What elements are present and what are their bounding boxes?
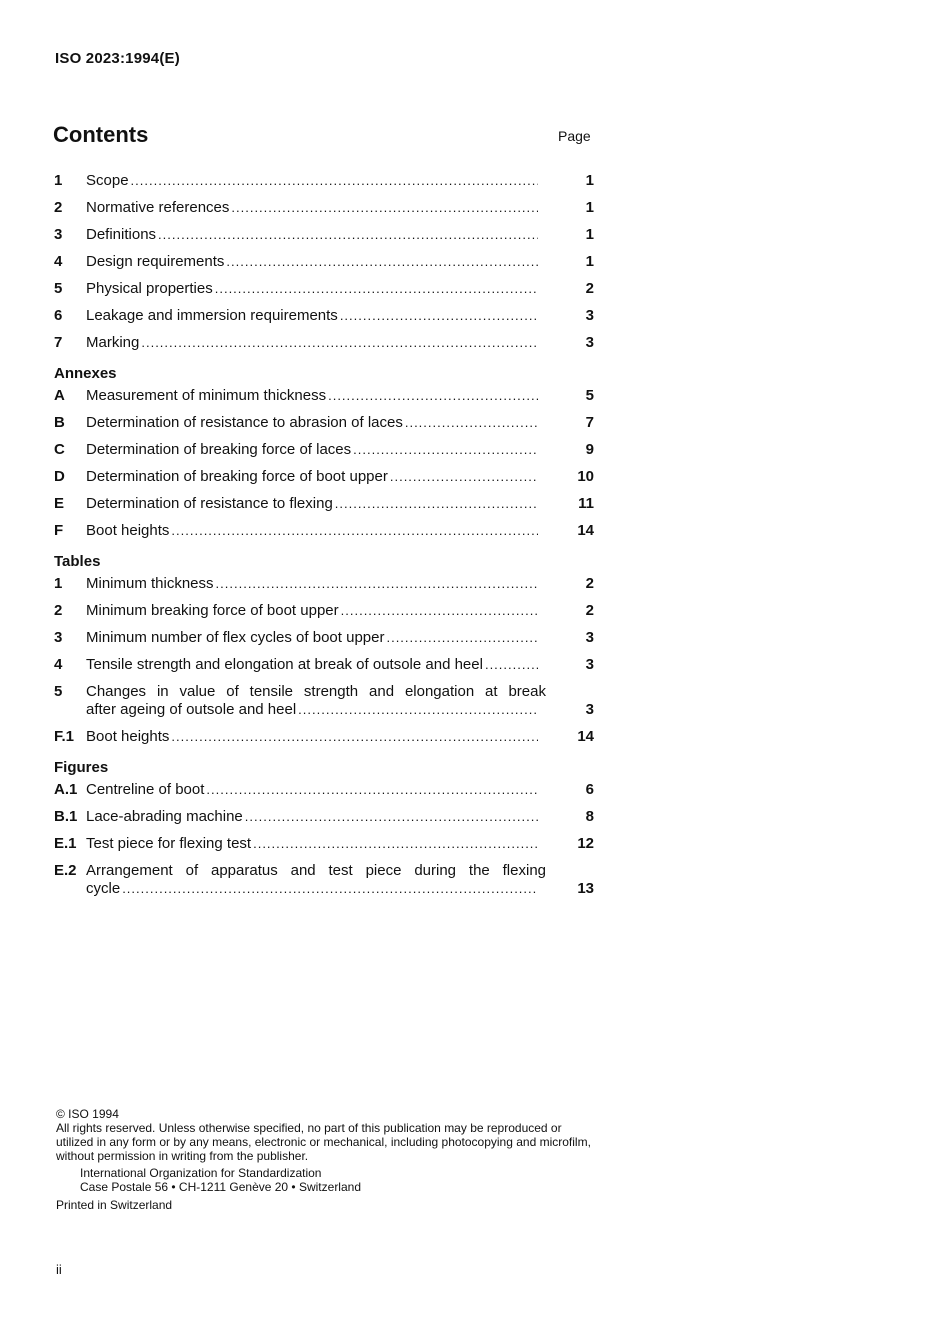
entry-number: C <box>54 441 65 458</box>
entry-page-number: 1 <box>585 172 594 189</box>
entry-number: 5 <box>54 683 63 700</box>
entry-title: Leakage and immersion requirements <box>86 307 338 324</box>
entry-number: B <box>54 414 65 431</box>
entry-title: Minimum thickness <box>86 575 214 592</box>
entry-title: Boot heights <box>86 728 170 745</box>
copyright-notice <box>56 1107 601 1212</box>
entry-title: Scope <box>86 172 129 189</box>
toc-entry-multiline[interactable] <box>54 683 594 719</box>
entry-page-number: 3 <box>585 701 594 718</box>
entry-page-number: 11 <box>578 495 594 512</box>
entry-page-number: 9 <box>585 441 594 458</box>
dot-leader <box>215 280 538 298</box>
entry-number: 1 <box>54 575 63 592</box>
entry-title: Marking <box>86 334 140 351</box>
entry-title: Measurement of minimum thickness <box>86 387 327 404</box>
organization-address: Case Postale 56 • CH-1211 Genève 20 • Switzerland <box>80 1180 361 1194</box>
dot-leader <box>485 656 538 674</box>
dot-leader <box>231 199 538 217</box>
entry-page-number: 2 <box>585 280 594 297</box>
dot-leader <box>245 808 538 826</box>
dot-leader <box>131 172 538 190</box>
entry-page-number: 12 <box>577 835 594 852</box>
entry-number: F <box>54 522 64 539</box>
toc-entry[interactable] <box>54 307 594 325</box>
entry-title: Centreline of boot <box>86 781 205 798</box>
dot-leader <box>216 575 538 593</box>
entry-page-number: 1 <box>585 226 594 243</box>
entry-page-number: 5 <box>585 387 594 404</box>
entry-number: 4 <box>54 656 63 673</box>
toc-entry[interactable] <box>54 575 594 593</box>
entry-title: Physical properties <box>86 280 213 297</box>
entry-page-number: 14 <box>577 728 594 745</box>
toc-entry[interactable] <box>54 172 594 190</box>
entry-title: Determination of resistance to flexing <box>86 495 333 512</box>
toc-entry[interactable] <box>54 728 594 746</box>
entry-page-number: 3 <box>585 307 594 324</box>
entry-number: 4 <box>54 253 63 270</box>
entry-number: E.1 <box>54 835 77 852</box>
dot-leader <box>171 522 538 540</box>
entry-title: Determination of breaking force of laces <box>86 441 352 458</box>
tables-list <box>54 575 594 674</box>
contents-title: Contents <box>53 122 149 147</box>
entry-title-line1: Changes in value of tensile strength and elongation at break <box>86 683 546 700</box>
entry-title: Boot heights <box>86 522 170 539</box>
toc-entry[interactable] <box>54 226 594 244</box>
entry-title: Normative references <box>86 199 230 216</box>
annexes-heading: Annexes <box>54 365 117 382</box>
entry-number: E <box>54 495 65 512</box>
entry-page-number: 7 <box>585 414 594 431</box>
annexes-list <box>54 387 594 540</box>
toc-entry[interactable] <box>54 334 594 352</box>
toc-entry[interactable] <box>54 781 594 799</box>
dot-leader <box>226 253 538 271</box>
entry-title: Lace-abrading machine <box>86 808 243 825</box>
dot-leader <box>158 226 538 244</box>
toc-entry[interactable] <box>54 495 594 513</box>
toc-entry[interactable] <box>54 835 594 853</box>
dot-leader <box>206 781 538 799</box>
toc-entry[interactable] <box>54 414 594 432</box>
dot-leader <box>341 602 538 620</box>
entry-title: Minimum number of flex cycles of boot upper <box>86 629 385 646</box>
entry-title-line2: cycle <box>86 880 121 897</box>
dot-leader <box>298 701 538 719</box>
dot-leader <box>386 629 538 647</box>
toc-entry[interactable] <box>54 441 594 459</box>
toc-entry[interactable] <box>54 629 594 647</box>
entry-number: 1 <box>54 172 63 189</box>
dot-leader <box>122 880 538 898</box>
entry-title: Design requirements <box>86 253 225 270</box>
entry-title: Definitions <box>86 226 157 243</box>
copyright-line: © ISO 1994 <box>56 1107 119 1121</box>
rights-statement: All rights reserved. Unless otherwise specified, no part of this publication may be reproduced or utilized in any form or by any means, electronic or mechanical, including photocopying and microfilm, without permission in writing from the publisher. <box>56 1121 591 1163</box>
dot-leader <box>171 728 538 746</box>
entry-title: Minimum breaking force of boot upper <box>86 602 339 619</box>
entry-page-number: 2 <box>585 575 594 592</box>
entry-page-number: 10 <box>577 468 594 485</box>
entry-page-number: 8 <box>585 808 594 825</box>
entry-page-number: 13 <box>577 880 594 897</box>
main-clauses-list <box>54 172 594 352</box>
dot-leader <box>335 495 538 513</box>
dot-leader <box>405 414 538 432</box>
entry-page-number: 14 <box>577 522 594 539</box>
entry-page-number: 3 <box>585 656 594 673</box>
entry-number: 7 <box>54 334 63 351</box>
figures-heading: Figures <box>54 759 109 776</box>
entry-title: Determination of resistance to abrasion of laces <box>86 414 403 431</box>
dot-leader <box>253 835 538 853</box>
entry-title: Test piece for flexing test <box>86 835 252 852</box>
entry-page-number: 3 <box>585 629 594 646</box>
entry-page-number: 1 <box>585 199 594 216</box>
organization-name: International Organization for Standardization <box>80 1166 322 1180</box>
toc-entry[interactable] <box>54 468 594 486</box>
entry-number: A.1 <box>54 781 78 798</box>
entry-page-number: 1 <box>585 253 594 270</box>
document-id: ISO 2023:1994(E) <box>55 50 180 67</box>
toc-entry[interactable] <box>54 808 594 826</box>
entry-number: E.2 <box>54 862 77 879</box>
dot-leader <box>340 307 538 325</box>
toc-entry[interactable] <box>54 199 594 217</box>
entry-page-number: 3 <box>585 334 594 351</box>
entry-title: Determination of breaking force of boot upper <box>86 468 388 485</box>
toc-entry-multiline[interactable] <box>54 862 594 898</box>
entry-title: Tensile strength and elongation at break of outsole and heel <box>86 656 483 673</box>
figures-list <box>54 781 594 853</box>
entry-number: D <box>54 468 65 485</box>
entry-number: 3 <box>54 629 63 646</box>
dot-leader <box>141 334 538 352</box>
printed-in: Printed in Switzerland <box>56 1198 173 1212</box>
entry-title-line2: after ageing of outsole and heel <box>86 701 297 718</box>
entry-number: 3 <box>54 226 63 243</box>
entry-number: 5 <box>54 280 63 297</box>
entry-title-line1: Arrangement of apparatus and test piece during the flexing <box>86 862 546 879</box>
toc-entry[interactable] <box>54 656 594 674</box>
entry-number: F.1 <box>54 728 75 745</box>
toc-entry[interactable] <box>54 602 594 620</box>
toc-entry[interactable] <box>54 387 594 405</box>
entry-number: 2 <box>54 602 63 619</box>
dot-leader <box>390 468 538 486</box>
entry-number: 6 <box>54 307 63 324</box>
entry-number: 2 <box>54 199 63 216</box>
dot-leader <box>328 387 538 405</box>
page-column-heading: Page <box>558 128 591 144</box>
entry-number: B.1 <box>54 808 78 825</box>
entry-page-number: 6 <box>585 781 594 798</box>
toc-entry[interactable] <box>54 253 594 271</box>
toc-entry[interactable] <box>54 280 594 298</box>
entry-page-number: 2 <box>585 602 594 619</box>
toc-entry[interactable] <box>54 522 594 540</box>
entry-number: A <box>54 387 65 404</box>
table-of-contents <box>54 172 594 898</box>
tables-heading: Tables <box>54 553 101 570</box>
dot-leader <box>353 441 538 459</box>
page-folio: ii <box>56 1262 62 1277</box>
